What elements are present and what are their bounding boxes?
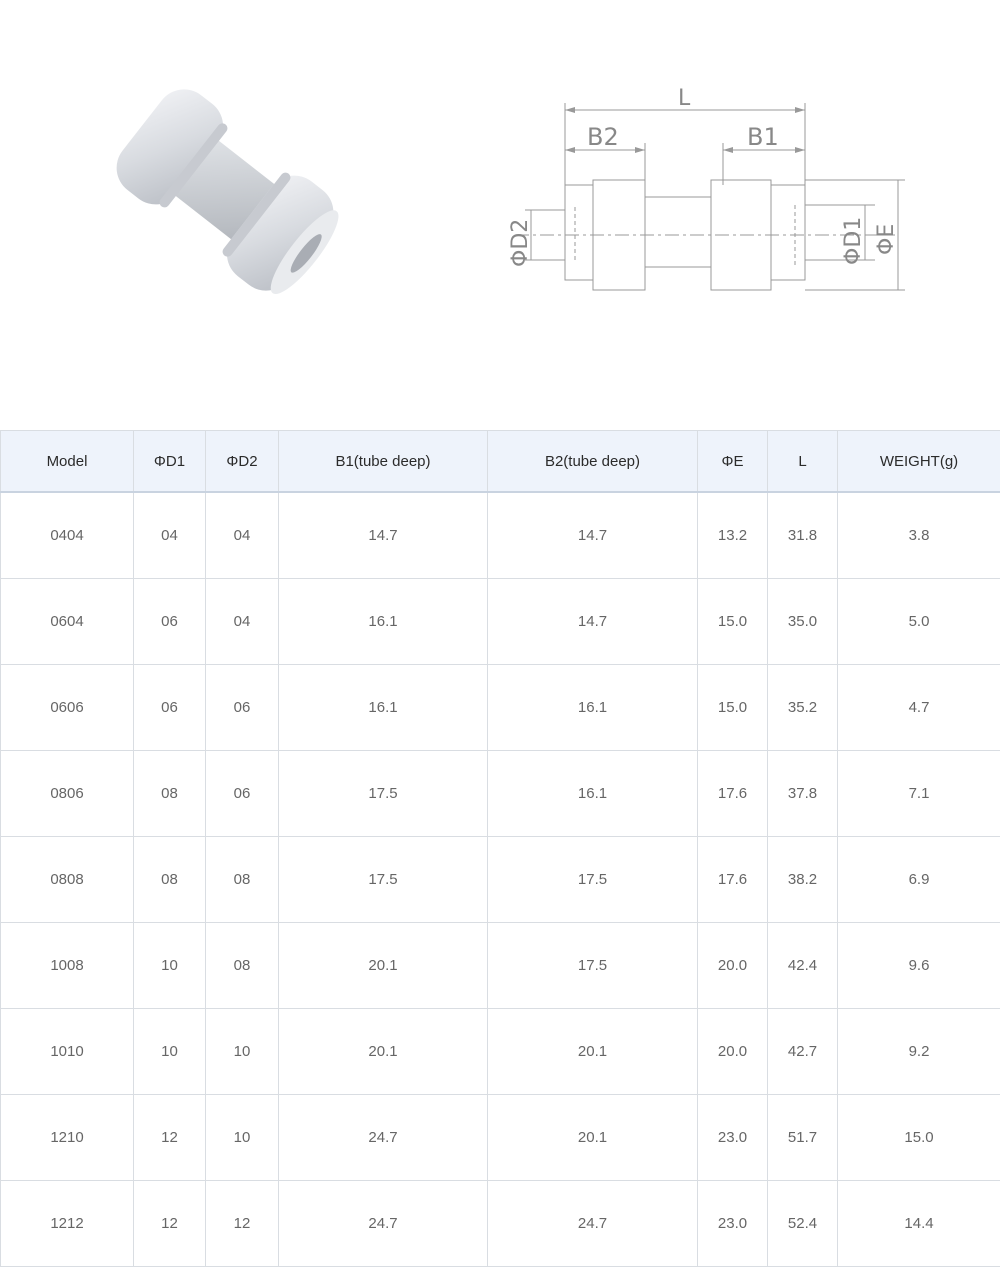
cell-b2: 17.5 <box>488 837 698 923</box>
cell-d1: 06 <box>134 579 206 665</box>
cell-d2: 10 <box>206 1009 279 1095</box>
table-row <box>1 1181 1000 1267</box>
cell-weight: 6.9 <box>838 837 1000 923</box>
cell-e: 23.0 <box>698 1095 768 1181</box>
technical-drawing <box>495 75 925 315</box>
product-photo <box>80 60 370 320</box>
cell-l: 31.8 <box>768 492 838 579</box>
cell-d2: 04 <box>206 492 279 579</box>
cell-b2: 16.1 <box>488 665 698 751</box>
cell-b1: 16.1 <box>279 579 488 665</box>
cell-d2: 12 <box>206 1181 279 1267</box>
header-e: ΦE <box>698 431 768 493</box>
cell-b2: 17.5 <box>488 923 698 1009</box>
table-row <box>1 1009 1000 1095</box>
cell-e: 17.6 <box>698 751 768 837</box>
cell-weight: 3.8 <box>838 492 1000 579</box>
cell-weight: 7.1 <box>838 751 1000 837</box>
label-E: ΦE <box>874 223 899 255</box>
product-header <box>0 0 1000 430</box>
cell-l: 51.7 <box>768 1095 838 1181</box>
cell-weight: 14.4 <box>838 1181 1000 1267</box>
cell-b1: 14.7 <box>279 492 488 579</box>
cell-model: 1010 <box>1 1009 134 1095</box>
cell-d1: 08 <box>134 837 206 923</box>
cell-model: 0604 <box>1 579 134 665</box>
header-weight: WEIGHT(g) <box>838 431 1000 493</box>
cell-weight: 5.0 <box>838 579 1000 665</box>
cell-b1: 20.1 <box>279 923 488 1009</box>
cell-d2: 08 <box>206 837 279 923</box>
header-b1: B1(tube deep) <box>279 431 488 493</box>
cell-d2: 06 <box>206 665 279 751</box>
header-l: L <box>768 431 838 493</box>
cell-b2: 20.1 <box>488 1009 698 1095</box>
cell-model: 0404 <box>1 492 134 579</box>
cell-l: 37.8 <box>768 751 838 837</box>
cell-d1: 12 <box>134 1181 206 1267</box>
cell-l: 42.7 <box>768 1009 838 1095</box>
cell-e: 13.2 <box>698 492 768 579</box>
cell-l: 38.2 <box>768 837 838 923</box>
cell-e: 15.0 <box>698 579 768 665</box>
cell-b2: 14.7 <box>488 579 698 665</box>
cell-b1: 20.1 <box>279 1009 488 1095</box>
header-model: Model <box>1 431 134 493</box>
cell-weight: 15.0 <box>838 1095 1000 1181</box>
cell-b1: 24.7 <box>279 1095 488 1181</box>
cell-model: 1008 <box>1 923 134 1009</box>
cell-e: 15.0 <box>698 665 768 751</box>
cell-e: 17.6 <box>698 837 768 923</box>
label-D2: ΦD2 <box>508 218 533 267</box>
label-L: L <box>678 86 691 111</box>
cell-l: 35.0 <box>768 579 838 665</box>
label-B2: B2 <box>587 123 619 151</box>
cell-b2: 24.7 <box>488 1181 698 1267</box>
cell-b1: 16.1 <box>279 665 488 751</box>
header-d2: ΦD2 <box>206 431 279 493</box>
cell-b2: 14.7 <box>488 492 698 579</box>
cell-d1: 12 <box>134 1095 206 1181</box>
cell-e: 23.0 <box>698 1181 768 1267</box>
cell-e: 20.0 <box>698 923 768 1009</box>
cell-e: 20.0 <box>698 1009 768 1095</box>
cell-d1: 10 <box>134 923 206 1009</box>
cell-d1: 04 <box>134 492 206 579</box>
cell-model: 1212 <box>1 1181 134 1267</box>
cell-l: 52.4 <box>768 1181 838 1267</box>
specification-table <box>0 430 1000 1267</box>
cell-model: 0806 <box>1 751 134 837</box>
header-d1: ΦD1 <box>134 431 206 493</box>
cell-l: 42.4 <box>768 923 838 1009</box>
cell-d1: 06 <box>134 665 206 751</box>
cell-b1: 17.5 <box>279 837 488 923</box>
table-row <box>1 492 1000 579</box>
cell-d2: 06 <box>206 751 279 837</box>
cell-weight: 9.6 <box>838 923 1000 1009</box>
cell-d1: 10 <box>134 1009 206 1095</box>
cell-model: 0606 <box>1 665 134 751</box>
cell-weight: 4.7 <box>838 665 1000 751</box>
table-row <box>1 579 1000 665</box>
cell-d2: 10 <box>206 1095 279 1181</box>
cell-model: 1210 <box>1 1095 134 1181</box>
table-row <box>1 837 1000 923</box>
table-row <box>1 665 1000 751</box>
label-D1: ΦD1 <box>841 216 866 265</box>
table-row <box>1 923 1000 1009</box>
cell-d1: 08 <box>134 751 206 837</box>
cell-model: 0808 <box>1 837 134 923</box>
cell-b1: 17.5 <box>279 751 488 837</box>
table-header-row <box>1 431 1000 493</box>
table-row <box>1 751 1000 837</box>
cell-b2: 20.1 <box>488 1095 698 1181</box>
table-row <box>1 1095 1000 1181</box>
cell-d2: 04 <box>206 579 279 665</box>
cell-l: 35.2 <box>768 665 838 751</box>
cell-b1: 24.7 <box>279 1181 488 1267</box>
cell-b2: 16.1 <box>488 751 698 837</box>
cell-d2: 08 <box>206 923 279 1009</box>
label-B1: B1 <box>747 123 779 151</box>
header-b2: B2(tube deep) <box>488 431 698 493</box>
cell-weight: 9.2 <box>838 1009 1000 1095</box>
